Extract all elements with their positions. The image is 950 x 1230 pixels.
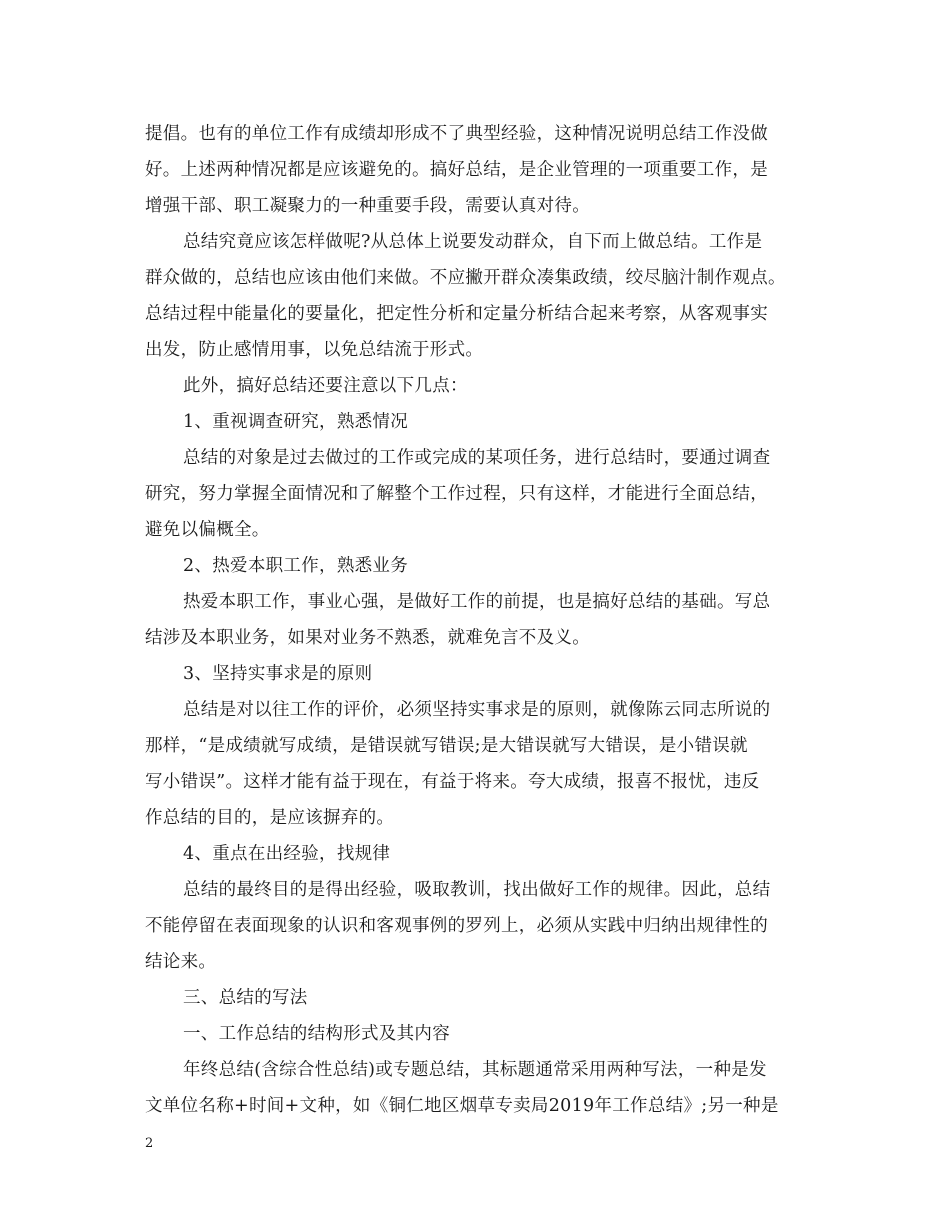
text-line: 总结究竟应该怎样做呢?从总体上说要发动群众，自下而上做总结。工作是 bbox=[183, 232, 763, 252]
text-line: 增强干部、职工凝聚力的一种重要手段，需要认真对待。 bbox=[145, 196, 590, 216]
text-line: 好。上述两种情况都是应该避免的。搞好总结，是企业管理的一项重要工作，是 bbox=[145, 160, 768, 180]
text-line: 总结是对以往工作的评价，必须坚持实事求是的原则，就像陈云同志所说的 bbox=[183, 700, 771, 720]
section-heading: 三、总结的写法 bbox=[183, 988, 308, 1008]
text-line: 总结的对象是过去做过的工作或完成的某项任务，进行总结时，要通过调查 bbox=[183, 448, 771, 468]
section-heading: 一、工作总结的结构形式及其内容 bbox=[183, 1024, 450, 1044]
section-heading: 4、重点在出经验，找规律 bbox=[183, 844, 391, 864]
text-line: 群众做的，总结也应该由他们来做。不应撇开群众凑集政绩，绞尽脑汁制作观点。 bbox=[145, 268, 786, 288]
text-line: 提倡。也有的单位工作有成绩却形成不了典型经验，这种情况说明总结工作没做 bbox=[145, 124, 768, 144]
text-line: 不能停留在表面现象的认识和客观事例的罗列上，必须从实践中归纳出规律性的 bbox=[145, 916, 768, 936]
section-heading: 3、坚持实事求是的原则 bbox=[183, 664, 373, 684]
text-line: 出发，防止感情用事，以免总结流于形式。 bbox=[145, 340, 484, 360]
text-line: 作总结的目的，是应该摒弃的。 bbox=[145, 808, 395, 828]
text-line: 文单位名称+时间+文种，如《铜仁地区烟草专卖局2019年工作总结》;另一种是 bbox=[145, 1096, 779, 1116]
text-line: 研究，努力掌握全面情况和了解整个工作过程，只有这样，才能进行全面总结， bbox=[145, 484, 768, 504]
text-line: 写小错误”。这样才能有益于现在，有益于将来。夸大成绩，报喜不报忧，违反 bbox=[145, 772, 760, 792]
text-line: 此外，搞好总结还要注意以下几点： bbox=[183, 376, 468, 396]
text-line: 总结过程中能量化的要量化，把定性分析和定量分析结合起来考察，从客观事实 bbox=[145, 304, 768, 324]
text-line: 年终总结(含综合性总结)或专题总结，其标题通常采用两种写法，一种是发 bbox=[183, 1060, 767, 1080]
text-line: 那样，“是成绩就写成绩，是错误就写错误;是大错误就写大错误，是小错误就 bbox=[145, 736, 748, 756]
text-line: 总结的最终目的是得出经验，吸取教训，找出做好工作的规律。因此，总结 bbox=[183, 880, 771, 900]
text-line: 避免以偏概全。 bbox=[145, 520, 270, 540]
text-line: 结涉及本职业务，如果对业务不熟悉，就难免言不及义。 bbox=[145, 628, 590, 648]
section-heading: 2、热爱本职工作，熟悉业务 bbox=[183, 556, 409, 576]
text-line: 热爱本职工作，事业心强，是做好工作的前提，也是搞好总结的基础。写总 bbox=[183, 592, 771, 612]
section-heading: 1、重视调查研究，熟悉情况 bbox=[183, 412, 409, 432]
text-line: 结论来。 bbox=[145, 952, 217, 972]
page-number: 2 bbox=[145, 1136, 154, 1151]
